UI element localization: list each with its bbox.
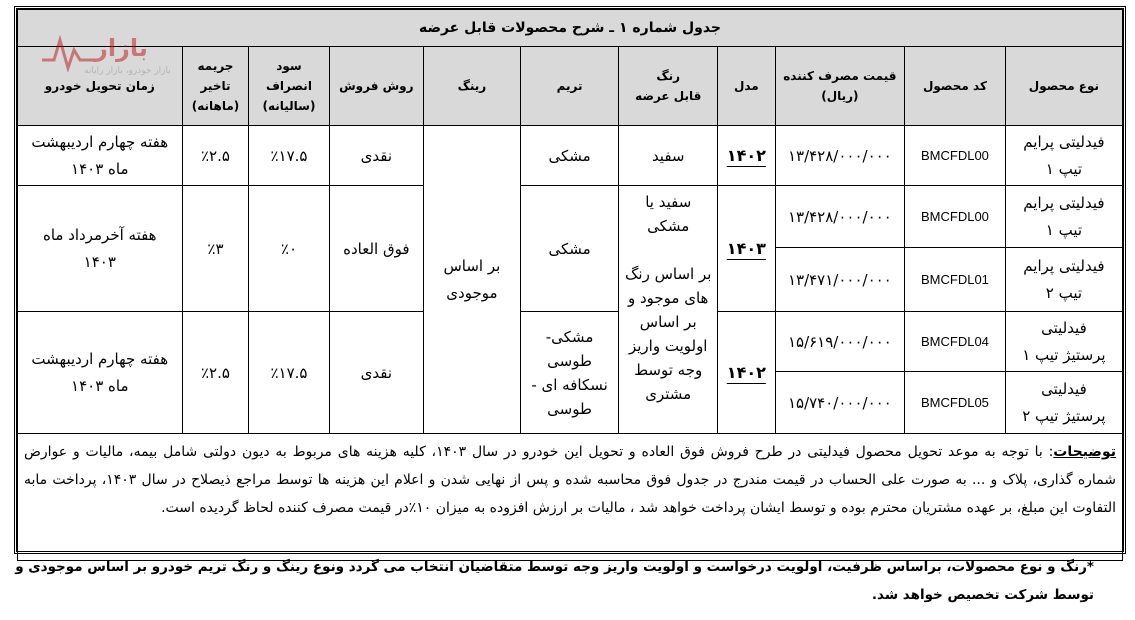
header-profit-l1: سود (276, 59, 302, 73)
trim-line4: طوسی (547, 399, 592, 418)
rim-line2: موجودی (446, 283, 498, 302)
cell-delivery (18, 312, 183, 434)
header-type: نوع محصول (1005, 47, 1122, 126)
delivery-line1: هفته چهارم اردیبهشت (31, 132, 169, 151)
header-profit-l3: (سالیانه) (262, 99, 316, 113)
header-color-l1: رنگ (656, 69, 681, 83)
cell-type (1005, 312, 1122, 372)
type-line2: پرستیژ تیپ ۱ (1022, 345, 1106, 364)
delivery-line2: ماه ۱۴۰۳ (71, 376, 129, 395)
header-color (619, 47, 718, 126)
type-line2: تیپ ۱ (1045, 220, 1083, 239)
watermark-name: بازار (94, 34, 148, 62)
cell-model: ۱۴۰۲ (718, 126, 776, 186)
type-line1: فیدلیتی (1041, 379, 1087, 398)
cell-trim (520, 312, 619, 434)
cell-sale: فوق العاده (329, 186, 424, 312)
cell-profit: ٪۱۷.۵ (249, 312, 329, 434)
cell-penalty: ٪۳ (182, 186, 249, 312)
header-penalty-l1: جریمه (197, 59, 234, 73)
trim-line3: نسکافه ای - (531, 375, 608, 394)
trim-line2: طوسی (547, 351, 592, 370)
cell-price: ۱۳/۴۷۱/۰۰۰/۰۰۰ (775, 248, 905, 312)
delivery-line1: هفته آخرمرداد ماه (42, 225, 157, 244)
cell-trim: مشکی (520, 186, 619, 312)
type-line1: فیدلیتی پرایم (1023, 256, 1105, 275)
cell-penalty: ٪۲.۵ (182, 312, 249, 434)
cell-sale: نقدی (329, 312, 424, 434)
delivery-line2: ماه ۱۴۰۳ (71, 159, 129, 178)
type-line1: فیدلیتی (1041, 318, 1087, 337)
type-line2: تیپ ۲ (1045, 283, 1083, 302)
table-title: جدول شماره ۱ ـ شرح محصولات قابل عرضه (18, 10, 1123, 47)
header-trim: تریم (520, 47, 619, 126)
cell-profit: ٪۰ (249, 186, 329, 312)
color-line8: مشتری (645, 385, 692, 403)
table-row (18, 126, 1123, 186)
footnote (14, 553, 1094, 609)
type-line2: تیپ ۱ (1045, 159, 1083, 178)
cell-sale: نقدی (329, 126, 424, 186)
cell-profit: ٪۱۷.۵ (249, 126, 329, 186)
header-penalty-l2: تاخیر (200, 79, 231, 93)
color-line6: اولویت واریز (628, 337, 708, 355)
color-line2: مشکی (647, 217, 690, 235)
header-profit-l2: انصراف (265, 79, 312, 93)
delivery-line1: هفته چهارم اردیبهشت (31, 349, 169, 368)
notes-text: : با توجه به موعد تحویل محصول فیدلیتی در طرح فروش فوق العاده و تحویل این خودرو در سال ۱۴۰۳، کلیه هزینه های مربوط به دیون دولتی شامل بیمه، مالیات و عوارض شماره گذاری، پلاک و ... به صورت علی الحساب در قیمت مندرج در جدول فوق محاسبه شده و پس از نهایی شدن و اعلام این هزینه ها توسط مراجع ذیصلاح در سال ۱۴۰۳، پرداخت مابه التفاوت این مبلغ، بر عهده مشتریان محترم بوده و توسط ایشان پرداخت خواهد شد ، مالیات بر ارزش افزوده به میزان ۱۰٪در قیمت مصرف کننده لحاظ گردیده است. (24, 444, 1117, 516)
trim-line1: مشکی- (545, 327, 594, 346)
header-penalty-l3: (ماهانه) (191, 99, 240, 113)
cell-code: BMCFDL01 (905, 248, 1006, 312)
color-line7: وجه توسط (634, 361, 703, 379)
cell-price: ۱۵/۷۴۰/۰۰۰/۰۰۰ (775, 372, 905, 434)
header-profit (249, 47, 329, 126)
header-color-l2: قابل عرضه (635, 89, 702, 103)
table-row (18, 312, 1123, 372)
cell-model: ۱۴۰۳ (718, 186, 776, 312)
watermark-sub: بازار خودرو، بازار رایانه (84, 66, 171, 76)
cell-type (1005, 126, 1122, 186)
header-delivery: زمان تحویل خودرو (18, 47, 183, 126)
cell-type (1005, 372, 1122, 434)
cell-code: BMCFDL04 (905, 312, 1006, 372)
notes-cell (18, 434, 1123, 561)
cell-model: ۱۴۰۲ (718, 312, 776, 434)
cell-delivery (18, 186, 183, 312)
color-line5: بر اساس (639, 313, 697, 331)
color-line4: های موجود و (627, 289, 709, 307)
table-row (18, 186, 1123, 248)
color-line3: بر اساس رنگ (625, 265, 712, 283)
cell-color: سفید (619, 126, 718, 186)
rim-line1: بر اساس (443, 256, 501, 275)
cell-type (1005, 186, 1122, 248)
cell-price: ۱۳/۴۲۸/۰۰۰/۰۰۰ (775, 126, 905, 186)
cell-price: ۱۵/۶۱۹/۰۰۰/۰۰۰ (775, 312, 905, 372)
watermark-logo (40, 32, 200, 92)
cell-code: BMCFDL00 (905, 186, 1006, 248)
header-price-l2: (ریال) (821, 89, 859, 103)
footnote-line2: توسط شرکت تخصیص خواهد شد. (871, 587, 1094, 603)
notes-label: توضیحات (1053, 444, 1116, 460)
cell-rim (424, 126, 521, 434)
cell-color (619, 186, 718, 434)
cell-code: BMCFDL05 (905, 372, 1006, 434)
cell-delivery (18, 126, 183, 186)
cell-type (1005, 248, 1122, 312)
header-rim: رینگ (424, 47, 521, 126)
header-price-l1: قیمت مصرف کننده (783, 69, 897, 83)
header-sale: روش فروش (329, 47, 424, 126)
header-code: کد محصول (905, 47, 1006, 126)
header-price (775, 47, 905, 126)
color-line1: سفید یا (645, 193, 692, 211)
footnote-line1: *رنگ و نوع محصولات، براساس ظرفیت، اولویت درخواست و اولویت واریز وجه توسط متقاضیان انتخاب می گردد ونوع رینگ و رنگ تریم خودرو بر اساس موجودی و (15, 559, 1094, 575)
cell-penalty: ٪۲.۵ (182, 126, 249, 186)
cell-trim: مشکی (520, 126, 619, 186)
delivery-line2: ۱۴۰۳ (83, 252, 116, 271)
cell-code: BMCFDL00 (905, 126, 1006, 186)
type-line1: فیدلیتی پرایم (1023, 132, 1105, 151)
type-line2: پرستیژ تیپ ۲ (1022, 406, 1106, 425)
cell-price: ۱۳/۴۲۸/۰۰۰/۰۰۰ (775, 186, 905, 248)
header-model: مدل (718, 47, 776, 126)
type-line1: فیدلیتی پرایم (1023, 193, 1105, 212)
